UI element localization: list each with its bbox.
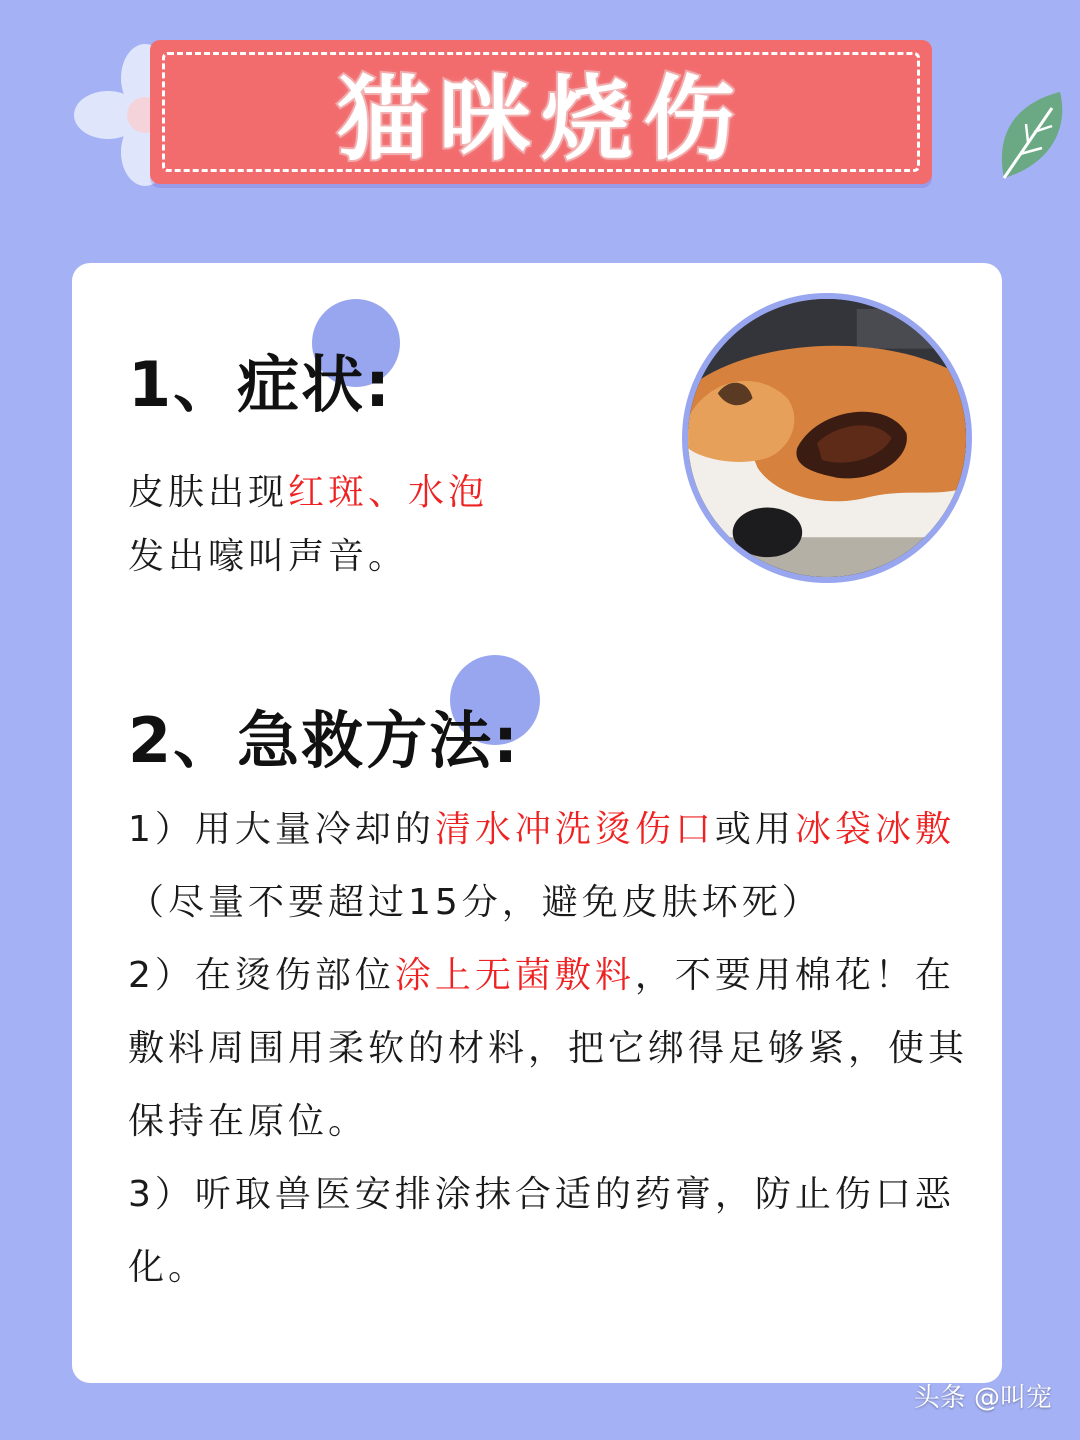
step1-highlight-ice: 冰袋冰敷	[794, 809, 955, 850]
first-aid-heading: 2、急救方法:	[128, 704, 520, 777]
content-card	[72, 263, 1002, 1383]
step1-text-or: 或用	[714, 809, 795, 850]
symptoms-highlight: 红斑、水泡	[288, 472, 489, 513]
step1-text: 1）用大量冷却的	[128, 809, 435, 850]
symptoms-heading: 1、症状:	[128, 348, 392, 421]
step2-note: ，不要用棉花！在敷料周围用柔软的材料，把它绑得足够紧，使其保持在原位。	[128, 955, 969, 1142]
watermark: 头条 @叫宠	[913, 1383, 1052, 1413]
step1-note: （尽量不要超过15分，避免皮肤坏死）	[128, 882, 822, 923]
symptoms-line2-text: 发出嚎叫声音。	[128, 536, 409, 577]
step2-highlight: 涂上无菌敷料	[394, 955, 635, 996]
title-banner	[150, 40, 932, 184]
step2-text: 2）在烫伤部位	[128, 955, 395, 996]
step3-text: 3）听取兽医安排涂抹合适的药膏，防止伤口恶化。	[128, 1174, 955, 1288]
cat-burn-photo	[682, 293, 972, 583]
step1-highlight-rinse: 清水冲洗烫伤口	[434, 809, 715, 850]
symptoms-line1-text: 皮肤出现	[128, 472, 289, 513]
page-title: 猫咪烧伤	[336, 66, 745, 173]
first-aid-text	[128, 793, 988, 1304]
leaf-icon	[990, 86, 1070, 186]
